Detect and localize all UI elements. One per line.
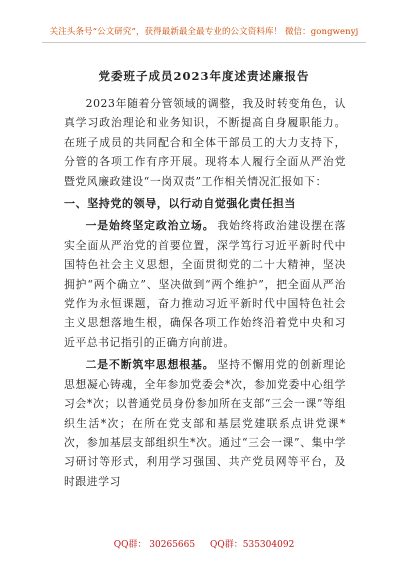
intro-paragraph: 2023年随着分管领域的调整，我及时转变角色，认真学习政治理论和业务知识，不断提高自身履职能力。在班子成员的共同配合和全体干部员工的大力支持下，分管的各项工作有序开展。现将本人履行全面从严治党暨党风廉政建设“一岗双责”工作相关情况汇报如下： bbox=[64, 97, 346, 188]
header-divider bbox=[42, 42, 366, 43]
header-promo-note bbox=[0, 25, 408, 37]
section-heading-1: 一、坚持党的领导，以行动自觉强化责任担当 bbox=[64, 197, 296, 211]
footer-qq-groups bbox=[0, 537, 408, 550]
point-1-paragraph bbox=[64, 216, 346, 352]
point-2-paragraph bbox=[64, 355, 346, 491]
point-1-body: 我始终将政治建设摆在落实全面从严治党的首要位置，深学笃行习近平新时代中国特色社会主义思想，全面贯彻党的二十大精神，坚决拥护“两个确立”、坚决做到“两个维护”，把全面从严治党作为永恒课题，奋力推动习近平新时代中国特色社会主义思想落地生根，确保各项工作始终沿着党中央和习近平总书记指引的正确方向前进。 bbox=[64, 219, 346, 349]
document-body bbox=[64, 94, 346, 491]
document-title: 党委班子成员2023年度述责述廉报告 bbox=[98, 69, 310, 83]
point-1-lead: 一是始终坚定政治立场。 bbox=[85, 219, 215, 233]
footer-qq-group-2: QQ群：535304092 bbox=[210, 540, 295, 550]
footer-qq-group-1: QQ群： 30265665 bbox=[113, 540, 196, 550]
point-2-lead: 二是不断筑牢思想根基。 bbox=[85, 358, 215, 372]
header-promo-text: 关注头条号“公文研究”，获得最新最全最专业的公文资料库！ 微信：gongwenyj bbox=[49, 27, 359, 37]
point-2-body: 坚持不懈用党的创新理论思想凝心铸魂，全年参加党委会*次，参加党委中心组学习会*次；以普通党员身份参加所在支部“三会一课”等组织生活*次；在所在党支部和基层党建联系点讲党课*次，参加基层支部组织生*次。通过“三会一课”、集中学习研讨等形式，利用学习强国、共产党员网等平台，及时跟进学习 bbox=[64, 358, 346, 488]
